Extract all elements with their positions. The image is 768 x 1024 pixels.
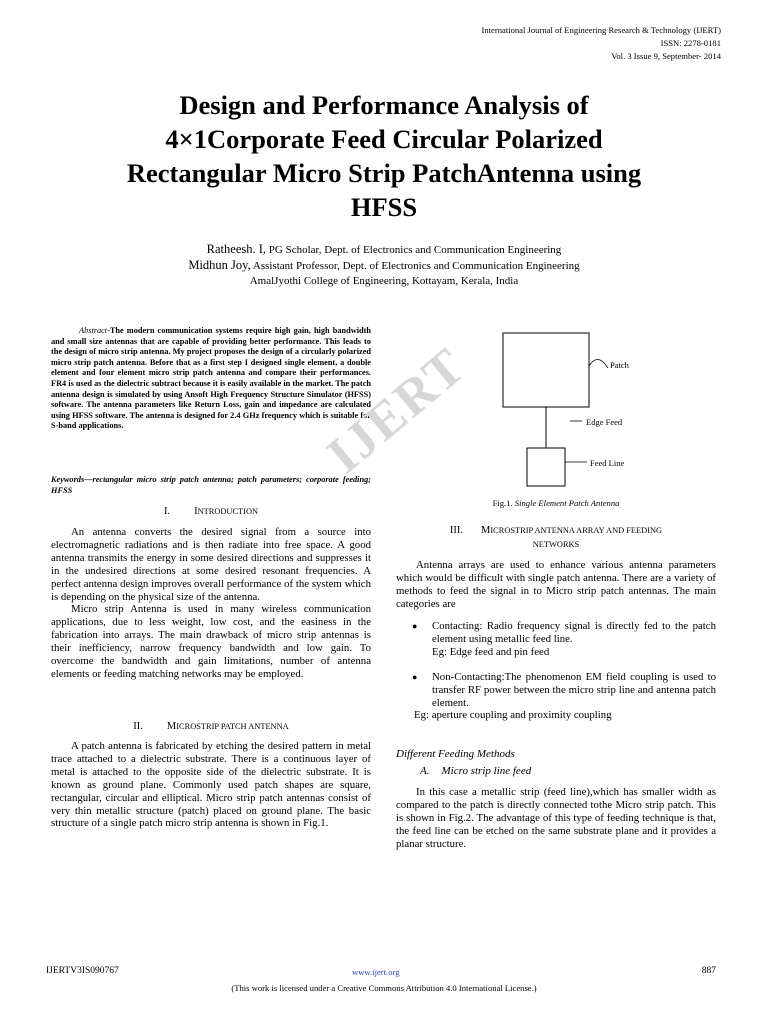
label-patch: Patch [610, 360, 629, 370]
issn: ISSN: 2278-0181 [660, 38, 721, 48]
patch-rectangle [503, 333, 589, 407]
feeding-methods-heading: Different Feeding Methods [396, 748, 515, 760]
author-name: Midhun Joy, [188, 258, 251, 272]
journal-header [481, 24, 721, 63]
volume-issue: Vol. 3 Issue 9, September- 2014 [611, 51, 721, 61]
figure-1-caption: Fig.1. Single Element Patch Antenna [492, 498, 620, 508]
example-line: Eg: aperture coupling and proximity coupling [414, 709, 612, 722]
microstrip-feed-text [396, 786, 716, 851]
bullet-icon: ● [412, 671, 418, 682]
abstract [51, 326, 371, 432]
affiliation: AmalJyothi College of Engineering, Kottayam, Kerala, India [249, 275, 519, 287]
author-line [40, 258, 728, 274]
title-line: Rectangular Micro Strip PatchAntenna using [126, 158, 642, 188]
abstract-text: The modern communication systems require high gain, high bandwidth and small size antennas that are capable of providing better performance. This leads to the design of micro strip antenna. My project proposes the design of a circularly polarized micro strip patch antenna. Before that as a first step I designed single element, a double element and four element micro strip patch antenna and compare their performances. FR4 is used as the dielectric subtract because it is easily available in the market. The patch antenna design is simulated by using Ansoft High Frequency Structure Simulator (HFSS) software. The antenna parameters like Return Loss, gain and impedance are calculated using HFSS software. The antenna is designed for 2.4 GHz frequency which is suitable for S-band applications. [51, 326, 371, 431]
list-item: ● Contacting: Radio frequency signal is directly fed to the patch element using metallic feed line. Eg: Edge feed and pin feed [412, 620, 716, 658]
title-line: 4×1Corporate Feed Circular Polarized [165, 124, 603, 154]
title-line: Design and Performance Analysis of [179, 90, 589, 120]
array-text [396, 559, 716, 611]
feeding-categories-list [396, 620, 716, 722]
abstract-label: Abstract- [79, 326, 110, 335]
keywords: Keywords—rectangular micro strip patch antenna; patch parameters; corporate feeding; HFSS [51, 475, 371, 495]
list-item: ● Non-Contacting:The phenomenon EM field coupling is used to transfer RF power between the micro strip line and antenna patch element. [412, 670, 716, 709]
introduction-text [51, 526, 371, 681]
subsection-heading: A. Micro strip line feed [420, 765, 532, 777]
label-edge-feed: Edge Feed [586, 417, 623, 427]
paragraph: In this case a metallic strip (feed line),which has smaller width as compared to the patch is directly connected tothe Micro strip patch. This is shown in Fig.2. The advantage of this type of feeding technique is that, the feed line can be etched on the same substrate plane and it provides a planar structure. [396, 786, 716, 850]
journal-url-link[interactable]: www.ijert.org [352, 967, 400, 977]
label-feed-line: Feed Line [590, 458, 625, 468]
bullet-icon: ● [412, 621, 418, 631]
section-heading-introduction: I. INTRODUCTION [163, 506, 259, 517]
figure-1-diagram [490, 328, 670, 488]
paragraph: An antenna converts the desired signal from a source into electromagnetic radiations and is then radiate into free space. A good antenna transmits the energy in some desired directions and suppresses it in the undesired directions at some desired resonant frequencies. A perfect antenna design improves overall performance of the system which is depending on the physical size of the antenna. [51, 526, 371, 603]
paragraph: A patch antenna is fabricated by etching the desired pattern in metal trace attached to a dielectric substrate. There is a continuous layer of metal is attached to the opposite side of the dielectric substrate. It is known as ground plane. Commonly used patch shapes are square, rectangular, circular and elliptical. Micro strip patch antennas consist of very thin metallic structure (patch) placed on ground plane. The basic structure of a single patch micro strip antenna is shown in Fig.1. [51, 740, 371, 830]
patch-antenna-text [51, 740, 371, 830]
author-line [40, 242, 728, 258]
feed-line-rectangle [527, 448, 565, 486]
paragraph: Antenna arrays are used to enhance various antenna parameters which would be difficult with single patch antenna. There are a variety of methods to feed the signal in to Micro strip patch antennas. The main categories are [396, 559, 716, 610]
page-number: 887 [701, 966, 716, 976]
author-name: Ratheesh. I, [206, 242, 267, 256]
journal-name: International Journal of Engineering Research & Technology (IJERT) [481, 25, 721, 35]
license-notice: (This work is licensed under a Creative Commons Attribution 4.0 International License.) [231, 983, 537, 993]
author-role: PG Scholar, Dept. of Electronics and Communication Engineering [268, 244, 562, 256]
author-role: Assistant Professor, Dept. of Electronics and Communication Engineering [252, 260, 580, 272]
patch-pointer [589, 359, 608, 368]
ijert-watermark: IJERT [316, 337, 477, 485]
paper-id: IJERTV3IS090767 [46, 966, 119, 976]
title-line: HFSS [350, 192, 418, 222]
paper-title [40, 88, 728, 224]
section-heading-array: III. MICROSTRIP ANTENNA ARRAY AND FEEDING NETWORKS [449, 525, 663, 549]
paragraph: Micro strip Antenna is used in many wireless communication applications, due to less weight, low cost, and the easiness in the fabrication into arrays. The main drawback of micro strip antennas is their inefficiency, narrow frequency bandwidth and low gain. To overcome the bandwidth and gain limitations, number of antenna elements or feeding matching networks may be employed. [51, 603, 371, 680]
section-heading-microstrip-patch: II. MICROSTRIP PATCH ANTENNA [133, 721, 289, 732]
